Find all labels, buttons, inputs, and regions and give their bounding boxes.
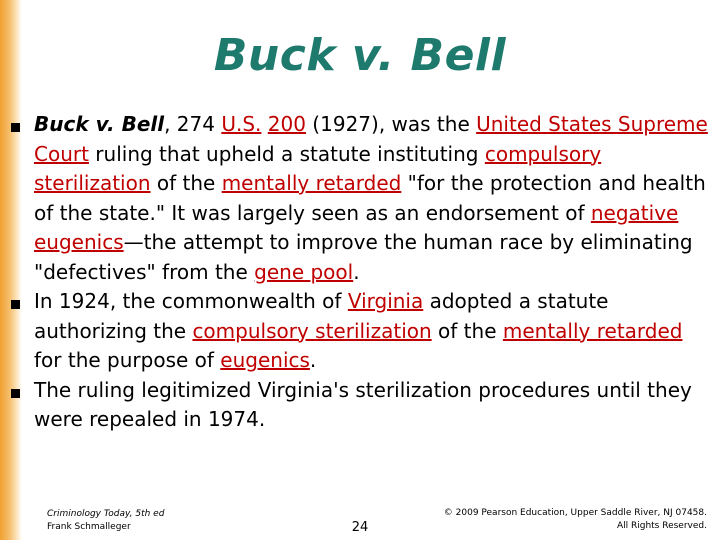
link-mentally-retarded[interactable]: mentally retarded <box>502 318 683 343</box>
link-compulsory-sterilization[interactable]: compulsory sterilization <box>192 318 432 343</box>
text: —the attempt to improve the human race by eliminating "defectives" from the <box>34 230 693 284</box>
slide-title: Buck v. Bell <box>213 30 507 81</box>
square-bullet-icon <box>11 389 20 398</box>
text: . <box>353 259 360 284</box>
copyright-text: © 2009 Pearson Education, Upper Saddle River, NJ 07458. <box>443 508 707 518</box>
link-compulsory-sterilization[interactable]: compulsory sterilization <box>34 141 602 195</box>
link-negative-eugenics[interactable]: negative eugenics <box>34 200 679 254</box>
link-virginia[interactable]: Virginia <box>347 289 424 313</box>
link-supreme-court[interactable]: United States Supreme Court <box>34 112 708 166</box>
footer-source <box>47 508 164 534</box>
text: adopted a statute authorizing the <box>34 289 609 343</box>
page-number: 24 <box>351 520 369 535</box>
case-name: Buck v. Bell <box>34 112 165 136</box>
square-bullet-icon <box>11 300 20 309</box>
footer-author: Frank Schmalleger <box>47 522 131 532</box>
link-mentally-retarded[interactable]: mentally retarded <box>221 171 402 195</box>
text: "for the protection and health of the state." It was largely seen as an endorsement of <box>34 171 706 225</box>
link-volume[interactable]: 200 <box>267 112 306 136</box>
bullet-item <box>0 287 720 376</box>
text: ruling that upheld a statute instituting <box>88 141 485 166</box>
footer-book: Criminology Today, 5th ed <box>47 509 165 519</box>
square-bullet-icon <box>11 123 20 132</box>
text: In 1924, the commonwealth of <box>34 289 348 313</box>
link-gene-pool[interactable]: gene pool <box>254 259 354 284</box>
link-us[interactable]: U.S. <box>221 112 262 136</box>
link-eugenics[interactable]: eugenics <box>220 348 310 372</box>
text: of the <box>431 318 503 343</box>
bullet-item <box>0 110 720 287</box>
bullet-item <box>0 376 720 435</box>
text: for the purpose of <box>34 348 221 372</box>
text: of the <box>150 171 222 195</box>
footer-copyright <box>444 507 707 533</box>
text: The ruling legitimized Virginia's sterilization procedures until they were repealed in 1974. <box>34 377 692 431</box>
text: (1927), was the <box>305 112 477 136</box>
bullet-list <box>0 110 720 435</box>
text: . <box>309 348 317 372</box>
text: , 274 <box>164 112 222 136</box>
rights-text: All Rights Reserved. <box>616 521 707 531</box>
